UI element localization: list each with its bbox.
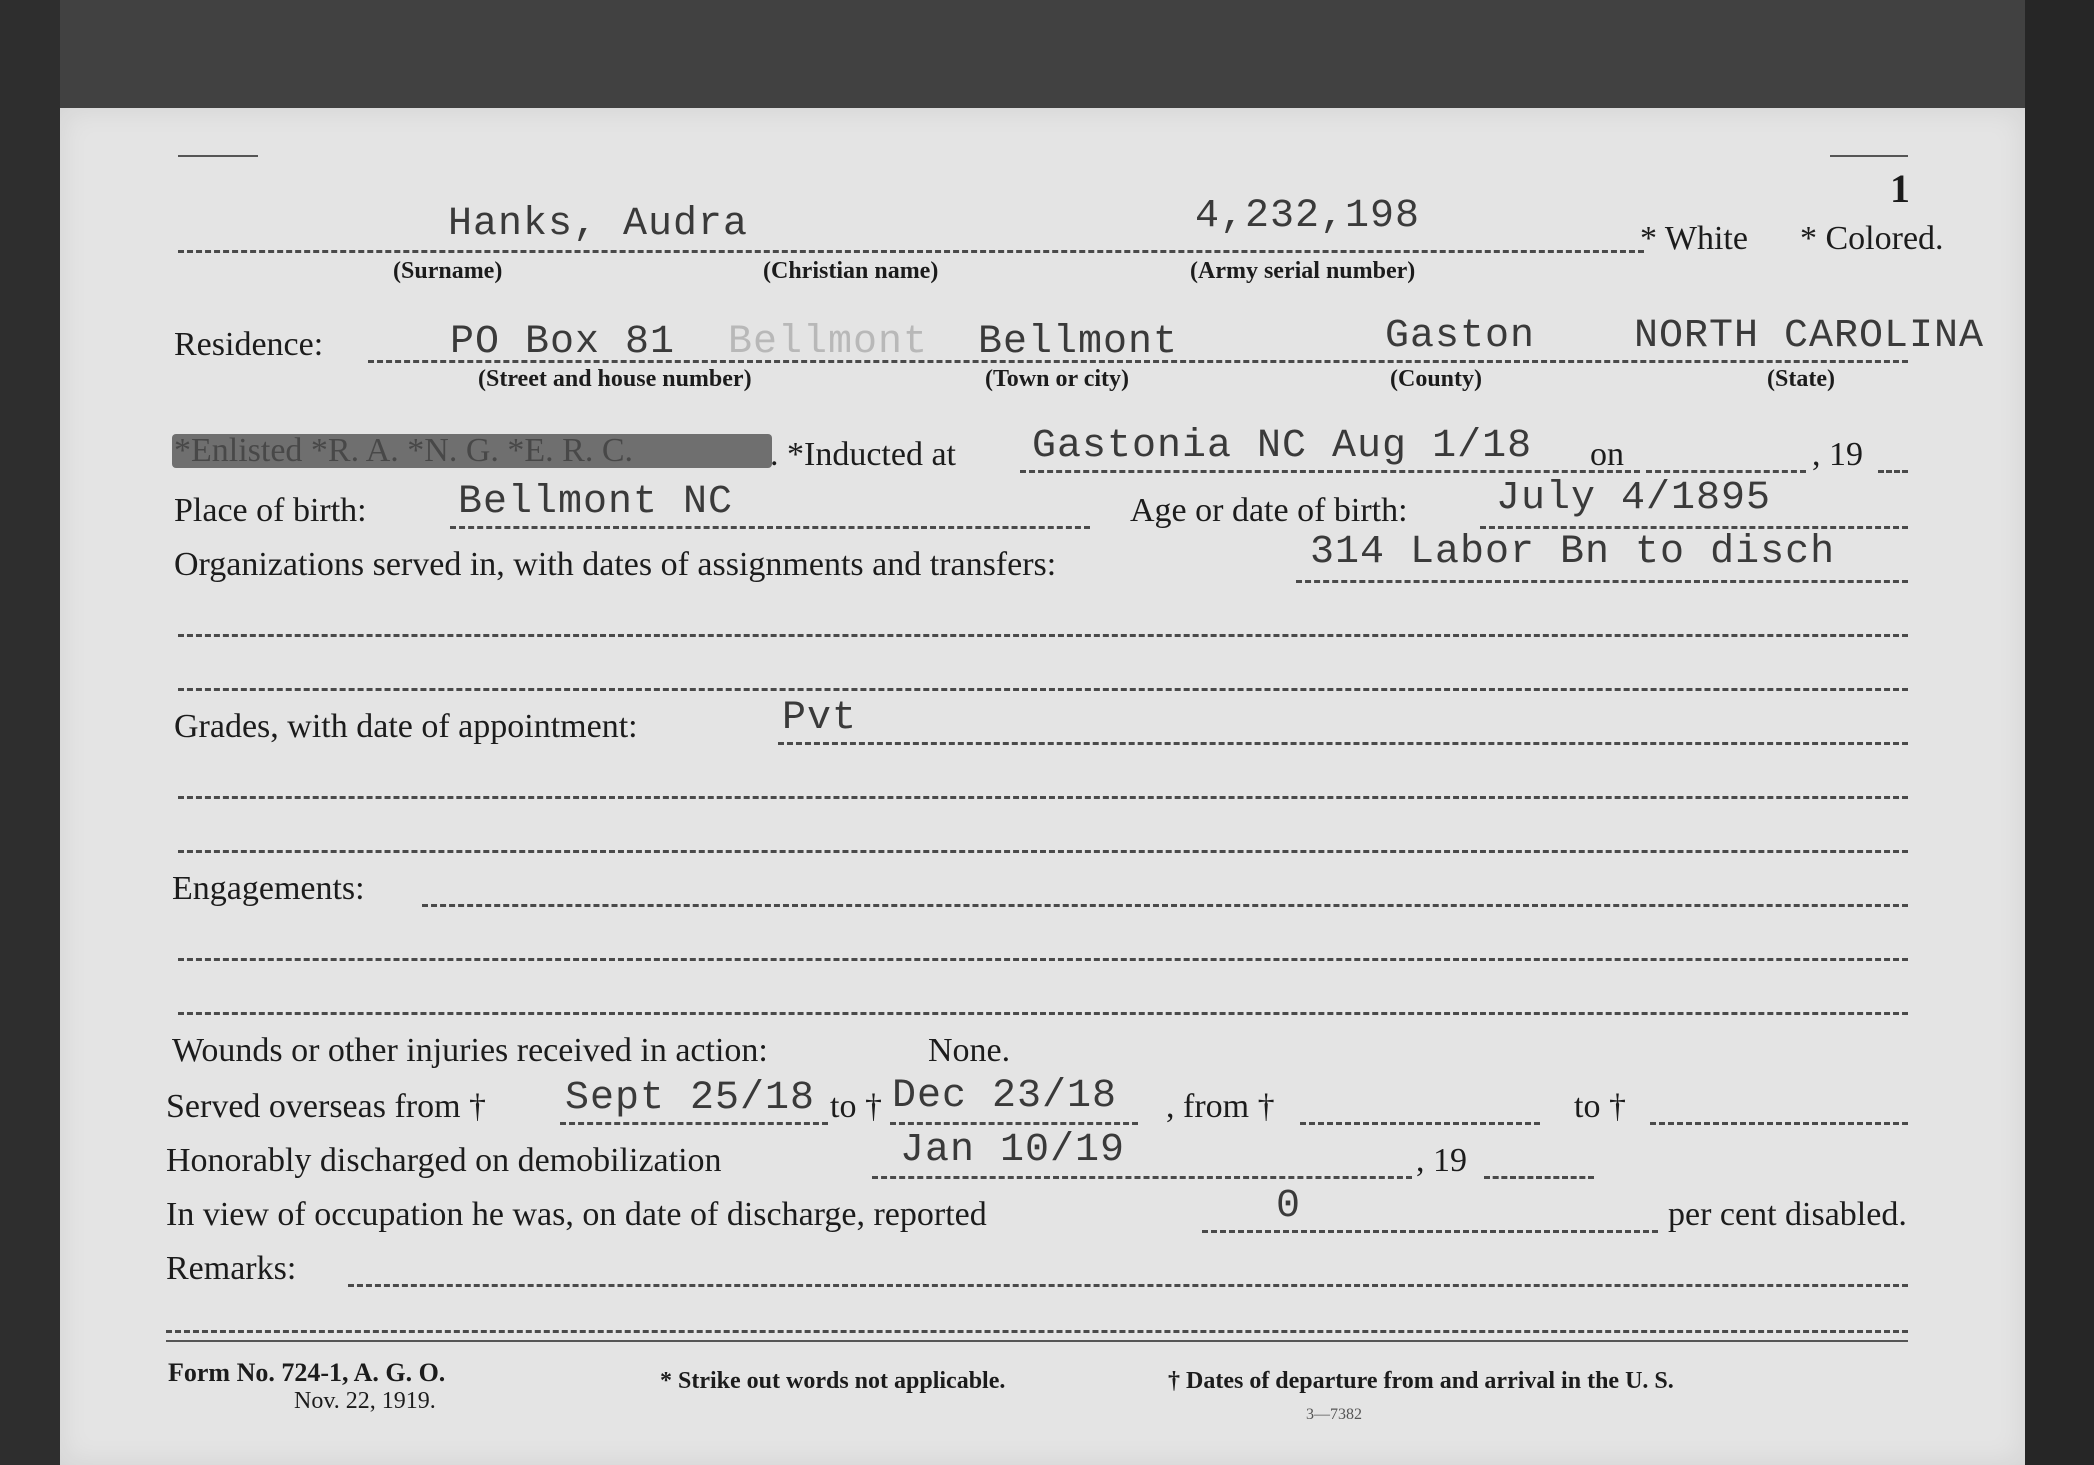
street-caption: (Street and house number) (478, 366, 752, 392)
overseas-from-2-line (1300, 1122, 1540, 1125)
grades-line-3 (178, 850, 1908, 853)
residence-state: NORTH CAROLINA (1634, 314, 1985, 359)
place-of-birth-label: Place of birth: (174, 492, 367, 529)
remarks-line (348, 1284, 1908, 1287)
residence-street: PO Box 81 (450, 320, 676, 365)
inducted-on-label: on (1590, 436, 1624, 473)
overseas-to-2-line (1650, 1122, 1908, 1125)
disability-label: In view of occupation he was, on date of discharge, reported (166, 1196, 987, 1233)
top-left-rule (178, 155, 258, 157)
discharge-date: Jan 10/19 (900, 1128, 1126, 1173)
inducted-year-line (1878, 470, 1908, 473)
place-of-birth-line (450, 526, 1090, 529)
struck-enlistment-options: *Enlisted *R. A. *N. G. *E. R. C. (174, 432, 634, 469)
surname-caption: (Surname) (393, 258, 503, 284)
christian-name-caption: (Christian name) (763, 258, 939, 284)
name-line (178, 250, 1644, 253)
overseas-to-2-label: to † (1574, 1088, 1626, 1125)
discharge-year-label: , 19 (1416, 1142, 1467, 1179)
organizations-label: Organizations served in, with dates of assignments and transfers: (174, 546, 1057, 583)
army-serial-number: 4,232,198 (1195, 194, 1421, 239)
footer-rule (166, 1340, 1908, 1342)
residence-town: Bellmont (978, 320, 1179, 365)
engagements-line (422, 904, 1908, 907)
page-number: 1 (1890, 166, 1910, 211)
organizations-line (1296, 580, 1908, 583)
background-right (2025, 0, 2094, 1465)
disability-suffix: per cent disabled. (1668, 1196, 1907, 1233)
grades-label: Grades, with date of appointment: (174, 708, 638, 745)
place-of-birth: Bellmont NC (458, 480, 734, 525)
overseas-from-2-label: , from † (1166, 1088, 1275, 1125)
overseas-to-line (890, 1122, 1138, 1125)
discharge-line (872, 1176, 1412, 1179)
date-of-birth-line (1480, 526, 1908, 529)
residence-struck-text: Bellmont (728, 320, 929, 365)
engagements-line-2 (178, 958, 1908, 961)
organizations-line-3 (178, 688, 1908, 691)
disability-line (1202, 1230, 1658, 1233)
strike-out-note: * Strike out words not applicable. (660, 1368, 1006, 1394)
grades-line-2 (178, 796, 1908, 799)
form-number: Form No. 724-1, A. G. O. (168, 1358, 446, 1387)
organizations-line-2 (178, 634, 1908, 637)
serial-number-caption: (Army serial number) (1190, 258, 1416, 284)
organizations-value: 314 Labor Bn to disch (1310, 530, 1836, 575)
remarks-label: Remarks: (166, 1250, 297, 1287)
inducted-value: Gastonia NC Aug 1/18 (1032, 424, 1533, 469)
inducted-label: . *Inducted at (770, 436, 956, 473)
engagements-line-3 (178, 1012, 1908, 1015)
wounds-label: Wounds or other injuries received in action: (172, 1032, 768, 1069)
race-colored: * Colored. (1800, 220, 1944, 257)
residence-label: Residence: (174, 326, 324, 363)
overseas-to-date: Dec 23/18 (892, 1074, 1118, 1119)
top-right-rule (1830, 155, 1908, 157)
background-left (0, 0, 60, 1465)
inducted-on-line (1646, 470, 1806, 473)
county-caption: (County) (1390, 366, 1483, 392)
residence-county: Gaston (1385, 314, 1536, 359)
wounds-value: None. (928, 1032, 1011, 1069)
printer-mark: 3—7382 (1306, 1406, 1362, 1423)
town-caption: (Town or city) (985, 366, 1129, 392)
background-top (0, 0, 2094, 110)
form-date: Nov. 22, 1919. (294, 1388, 436, 1414)
inducted-line (1020, 470, 1640, 473)
discharge-year-line (1484, 1176, 1594, 1179)
date-of-birth-label: Age or date of birth: (1130, 492, 1408, 529)
overseas-from-line (560, 1122, 828, 1125)
overseas-to-label: to † (830, 1088, 882, 1125)
grades-line (778, 742, 1908, 745)
discharge-label: Honorably discharged on demobilization (166, 1142, 722, 1179)
service-record-card (60, 108, 2025, 1465)
surname-and-name: Hanks, Audra (448, 202, 749, 247)
date-of-birth: July 4/1895 (1496, 476, 1772, 521)
state-caption: (State) (1767, 366, 1835, 392)
race-white: * White (1640, 220, 1748, 257)
overseas-from-date: Sept 25/18 (565, 1076, 816, 1121)
grades-value: Pvt (782, 696, 858, 741)
engagements-label: Engagements: (172, 870, 365, 907)
overseas-label: Served overseas from † (166, 1088, 487, 1125)
inducted-year-label: , 19 (1812, 436, 1863, 473)
dates-note: † Dates of departure from and arrival in the U. S. (1168, 1368, 1674, 1394)
remarks-line-2 (166, 1330, 1908, 1333)
disability-value: 0 (1276, 1184, 1302, 1229)
